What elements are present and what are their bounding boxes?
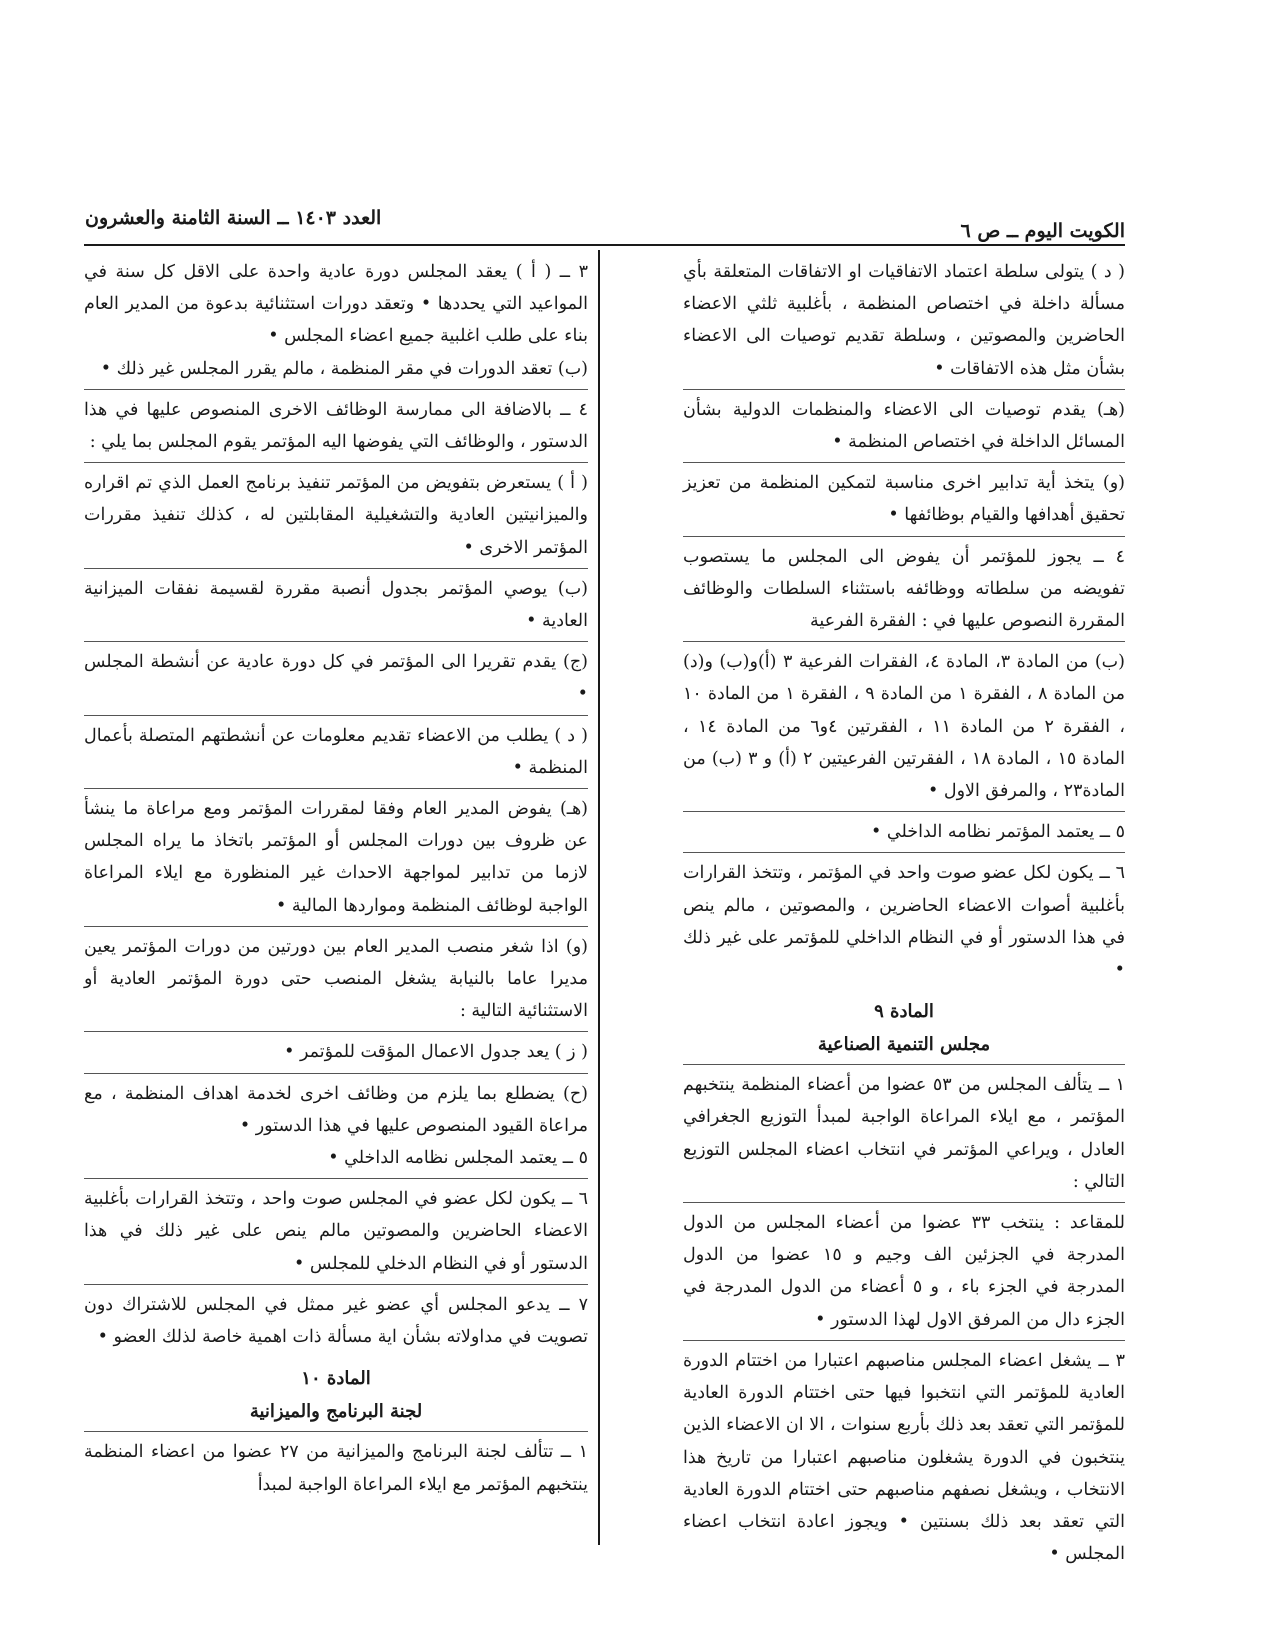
paragraph: (هـ) يفوض المدير العام وفقا لمقررات المؤتمر ومع مراعاة ما ينشأ عن ظروف بين دورات المجلس أو المؤتمر باتخاذ ما يراه المجلس لازما من تدابير لمواجهة الاحداث غير المنظورة مع ايلاء المراعاة الواجبة لوظائف المنظمة ومواردها المالية • bbox=[84, 799, 588, 916]
paragraph: ( ز ) يعد جدول الاعمال المؤقت للمؤتمر • bbox=[284, 1042, 588, 1063]
paragraph-separator bbox=[84, 1431, 588, 1432]
paragraph-separator bbox=[84, 715, 588, 716]
paragraph-separator bbox=[683, 1064, 1125, 1065]
paragraph-separator bbox=[84, 641, 588, 642]
paragraph: ( د ) يتولى سلطة اعتماد الاتفاقيات او الاتفاقات المتعلقة بأي مسألة داخلة في اختصاص المنظمة ، بأغلبية ثلثي الاعضاء الحاضرين والمصوتين ، وسلطة تقديم توصيات الى الاعضاء بشأن مثل هذه الاتفاقات • bbox=[683, 262, 1125, 379]
paragraph-separator bbox=[84, 389, 588, 390]
page-header-masthead: الكويت اليوم ــ ص ٦ bbox=[960, 220, 1125, 242]
paragraph: (و) اذا شغر منصب المدير العام بين دورتين من دورات المؤتمر يعين مديرا عاما بالنيابة يشغل المنصب حتى دورة المؤتمر العادية أو الاستثنائية التالية : bbox=[84, 936, 588, 1022]
paragraph: ٣ ــ ( أ ) يعقد المجلس دورة عادية واحدة على الاقل كل سنة في المواعيد التي يحددها • وتعقد دورات استثنائية بدعوة من المدير العام بناء على طلب اغلبية جميع اعضاء المجلس • bbox=[84, 262, 588, 347]
paragraph-separator bbox=[84, 462, 588, 463]
paragraph: ٣ ــ يشغل اعضاء المجلس مناصبهم اعتبارا من اختتام الدورة العادية للمؤتمر التي انتخبوا فيها حتى اختتام الدورة العادية للمؤتمر التي تعقد بعد ذلك بأربع سنوات ، الا ان الاعضاء الذين ينتخبون في الدورة يشغلون مناصبهم اعتبارا من تاريخ هذا الانتخاب ، ويشغل نصفهم مناصبهم حتى اختتام الدورة العادية التي تعقد بعد ذلك بسنتين • ويجوز اعادة انتخاب اعضاء المجلس • bbox=[683, 1350, 1125, 1565]
paragraph: ٥ ــ يعتمد المجلس نظامه الداخلي • bbox=[328, 1148, 588, 1169]
paragraph: (ب) يوصي المؤتمر بجدول أنصبة مقررة لقسيمة نفقات الميزانية العادية • bbox=[84, 578, 588, 632]
paragraph-separator bbox=[683, 852, 1125, 853]
paragraph: ( د ) يطلب من الاعضاء تقديم معلومات عن أنشطتهم المتصلة بأعمال المنظمة • bbox=[84, 725, 588, 778]
column-divider bbox=[598, 250, 600, 1545]
article-9-subheading: مجلس التنمية الصناعية bbox=[817, 1034, 991, 1056]
paragraph-separator bbox=[84, 1284, 588, 1285]
paragraph: (و) يتخذ أية تدابير اخرى مناسبة لتمكين المنظمة من تعزيز تحقيق أهدافها والقيام بوظائفها • bbox=[683, 473, 1125, 526]
header-divider bbox=[84, 244, 1125, 246]
article-9-heading: المادة ٩ bbox=[874, 1001, 934, 1023]
paragraph: ١ ــ يتألف المجلس من ٥٣ عضوا من أعضاء المنظمة ينتخبهم المؤتمر ، مع ايلاء المراعاة الواجبة لمبدأ التوزيع الجغرافي العادل ، ويراعي المؤتمر في انتخاب اعضاء المجلس التوزيع التالي : bbox=[683, 1075, 1125, 1192]
paragraph: (هـ) يقدم توصيات الى الاعضاء والمنظمات الدولية بشأن المسائل الداخلة في اختصاص المنظمة • bbox=[683, 399, 1125, 453]
page-header-issue: العدد ١٤٠٣ ــ السنة الثامنة والعشرون bbox=[85, 207, 382, 229]
paragraph-separator bbox=[683, 1340, 1125, 1341]
right-column bbox=[683, 256, 1125, 1570]
paragraph: للمقاعد : ينتخب ٣٣ عضوا من أعضاء المجلس من الدول المدرجة في الجزئين الف وجيم و ١٥ عضوا من الدول المدرجة في الجزء باء ، و ٥ أعضاء من الدول المدرجة في الجزء دال من المرفق الاول لهذا الدستور • bbox=[683, 1213, 1125, 1330]
paragraph-separator bbox=[84, 1031, 588, 1032]
paragraph-separator bbox=[683, 536, 1125, 537]
paragraph: ٤ ــ بالاضافة الى ممارسة الوظائف الاخرى المنصوص عليها في هذا الدستور ، والوظائف التي يفوضها اليه المؤتمر يقوم المجلس بما يلي : bbox=[84, 399, 588, 453]
paragraph-separator bbox=[84, 1073, 588, 1074]
paragraph-separator bbox=[84, 788, 588, 789]
paragraph-separator bbox=[84, 926, 588, 927]
paragraph: ٦ ــ يكون لكل عضو في المجلس صوت واحد ، وتتخذ القرارات بأغلبية الاعضاء الحاضرين والمصوتين مالم ينص على غير ذلك في هذا الدستور أو في النظام الدخلي للمجلس • bbox=[84, 1189, 588, 1274]
paragraph: ٧ ــ يدعو المجلس أي عضو غير ممثل في المجلس للاشتراك دون تصويت في مداولاته بشأن اية مسألة ذات اهمية خاصة لذلك العضو • bbox=[84, 1294, 588, 1348]
paragraph-separator bbox=[683, 811, 1125, 812]
paragraph-separator bbox=[84, 568, 588, 569]
paragraph-separator bbox=[683, 389, 1125, 390]
article-10-heading: المادة ١٠ bbox=[301, 1368, 371, 1390]
paragraph: (ب) من المادة ٣، المادة ٤، الفقرات الفرعية ٣ (أ)و(ب) و(د) من المادة ٨ ، الفقرة ١ من المادة ٩ ، الفقرة ١ من المادة ١٠ ، الفقرة ٢ من المادة ١١ ، الفقرتين ٤و٦ من المادة ١٤ ، المادة ١٥ ، المادة ١٨ ، الفقرتين الفرعيتين ٢ (أ) و ٣ (ب) من المادة٢٣ ، والمرفق الاول • bbox=[683, 652, 1126, 802]
paragraph: ١ ــ تتألف لجنة البرنامج والميزانية من ٢٧ عضوا من اعضاء المنظمة ينتخبهم المؤتمر مع ايلاء المراعاة الواجبة لمبدأ bbox=[84, 1442, 588, 1495]
left-column bbox=[84, 256, 588, 1501]
paragraph-separator bbox=[683, 641, 1125, 642]
paragraph: (ب) تعقد الدورات في مقر المنظمة ، مالم يقرر المجلس غير ذلك • bbox=[100, 358, 588, 379]
paragraph: ( أ ) يستعرض بتفويض من المؤتمر تنفيذ برنامج العمل الذي تم اقراره والميزانيتين العادية والتشغيلية المقابلتين له ، كذلك تنفيذ مقررات المؤتمر الاخرى • bbox=[84, 473, 588, 558]
paragraph: ٥ ــ يعتمد المؤتمر نظامه الداخلي • bbox=[870, 822, 1125, 843]
paragraph-separator bbox=[683, 462, 1125, 463]
paragraph: ٤ ــ يجوز للمؤتمر أن يفوض الى المجلس ما يستصوب تفويضه من سلطاته ووظائفه باستثناء السلطات والوظائف المقررة النصوص عليها في : الفقرة الفرعية bbox=[683, 546, 1125, 632]
paragraph: (ح) يضطلع بما يلزم من وظائف اخرى لخدمة اهداف المنظمة ، مع مراعاة القيود المنصوص عليها في هذا الدستور • bbox=[84, 1083, 588, 1136]
paragraph: (ج) يقدم تقريرا الى المؤتمر في كل دورة عادية عن أنشطة المجلس • bbox=[84, 652, 588, 705]
paragraph: ٦ ــ يكون لكل عضو صوت واحد في المؤتمر ، وتتخذ القرارات بأغلبية أصوات الاعضاء الحاضرين ، والمصوتين ، مالم ينص في هذا الدستور أو في النظام الداخلي للمؤتمر على غير ذلك • bbox=[683, 863, 1125, 981]
article-10-subheading: لجنة البرنامج والميزانية bbox=[249, 1401, 423, 1423]
paragraph-separator bbox=[84, 1178, 588, 1179]
paragraph-separator bbox=[683, 1202, 1125, 1203]
